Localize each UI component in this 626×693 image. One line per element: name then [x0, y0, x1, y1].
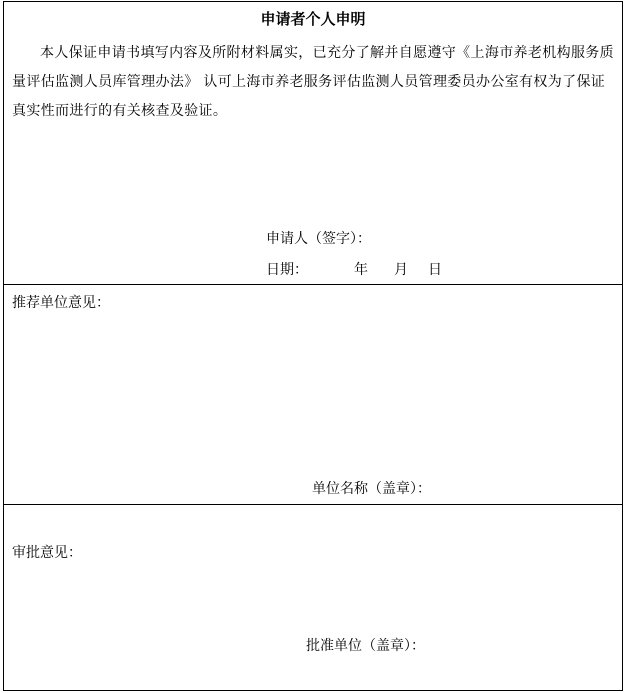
day-label: 日 [428, 262, 442, 278]
signature-label: 申请人（签字）： [266, 231, 371, 247]
unit-name-seal-label: 单位名称（盖章）： [312, 481, 431, 497]
recommend-opinion-label: 推荐单位意见： [12, 295, 110, 311]
date-line [266, 260, 442, 280]
recommending-unit-section [4, 285, 622, 505]
month-label: 月 [394, 262, 408, 278]
declaration-text: 本人保证申请书填写内容及所附材料属实，已充分了解并自愿遵守《上海市养老机构服务质量评估监测人员库管理办法》 认可上海市养老服务评估监测人员管理委员办公室有权为了保证真实性而进行的有关核查及验证。 [12, 45, 614, 119]
year-label: 年 [354, 262, 368, 278]
approval-opinion-label: 审批意见： [12, 545, 82, 561]
approving-unit-seal-label: 批准单位（盖章）： [306, 638, 425, 654]
applicant-declaration-section [4, 2, 622, 285]
date-label: 日期： [266, 262, 308, 278]
approval-section [4, 505, 622, 690]
section-title: 申请者个人申明 [260, 10, 366, 28]
application-form [3, 1, 623, 691]
